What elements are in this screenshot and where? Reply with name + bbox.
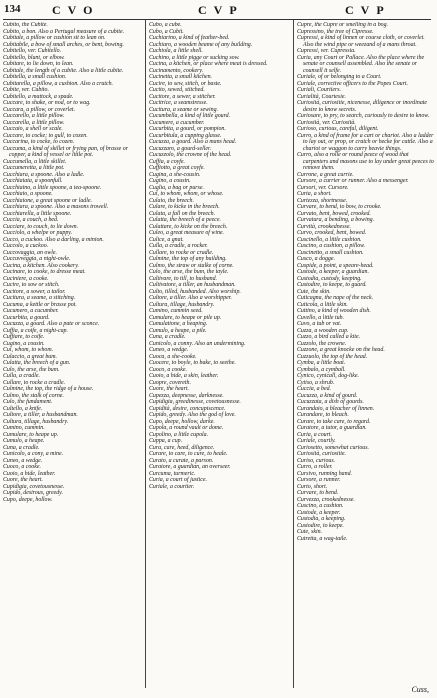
dictionary-entry: Cuore, the heart.	[149, 386, 190, 392]
dictionary-entry: Cuocere, to boyle, to bake, to seethe.	[149, 360, 236, 366]
dictionary-entry: Curvatura, a bending, a bowing.	[297, 217, 375, 223]
dictionary-column-1	[3, 22, 142, 687]
dictionary-entry: Cumulo, a heape.	[3, 438, 45, 444]
dictionary-entry: Cuccara, a pillow, or coverlet.	[3, 106, 76, 113]
dictionary-entry: Cuvello, a little tub.	[297, 314, 344, 321]
dictionary-entry: Cucchiara, a spoone. Also a ladle.	[3, 171, 85, 178]
dictionary-entry: Cursori, ver. Cursore.	[297, 184, 349, 191]
dictionary-entry: Curiali, Courtiers.	[297, 87, 342, 93]
dictionary-entry: Curia, a court of justice.	[149, 477, 207, 483]
dictionary-entry: Culo, the fundament.	[3, 399, 53, 405]
dictionary-entry: Curro, a roller.	[297, 464, 333, 470]
column-headword-1: CVO	[52, 3, 100, 17]
dictionary-entry: Cullare, to rocke or cradle.	[149, 249, 214, 256]
dictionary-entry: Cuvo, a tub or vat.	[297, 321, 342, 327]
dictionary-entry: Cuccarella, a little pillow.	[3, 119, 65, 126]
dictionary-entry: Cymba, a little boat.	[297, 360, 346, 366]
dictionary-entry: Curiale, of or belonging to a Court.	[297, 74, 382, 80]
dictionary-entry: Cunicolo, a cony, a mine.	[3, 451, 64, 457]
dictionary-entry: Curta, a short.	[297, 191, 332, 197]
dictionary-entry: Cursore, a currier or runner. Also a messenger.	[297, 178, 409, 184]
column-headword-2: CVP	[198, 3, 244, 17]
dictionary-entry: Cupolino, a little cupola.	[149, 431, 209, 438]
dictionary-entry: Custodia, a keeping.	[297, 516, 346, 522]
dictionary-entry: Cubo, a cube.	[149, 22, 182, 28]
dictionary-entry: Culto, tilled, husbanded. Also worship.	[149, 288, 241, 295]
dictionary-entry: Curto, short.	[297, 483, 328, 490]
header-rule	[3, 19, 431, 20]
dictionary-entry: Curro, a kind of frame for a cart or chariot. Also a ladder to lay out, or prop, or cratch or hecke for cattle. Also a chariot or waggon to carry heavie things.	[297, 132, 434, 152]
dictionary-entry: Culeo, a great measure of wine.	[149, 230, 224, 236]
dictionary-column-3	[297, 22, 434, 687]
dictionary-entry: Cucuzzata, a dish of gourds.	[297, 399, 364, 405]
dictionary-entry: Curvità, crookednesse.	[297, 223, 351, 230]
dictionary-entry: Cupre, the Cupre or smelling in a bog.	[297, 22, 389, 28]
dictionary-entry: Cucumero, a cucumber.	[3, 308, 59, 314]
dictionary-entry: Cuccuma, a kind of skillet or frying pan, of brasse or copper, a kind of vessel or little pot.	[3, 145, 129, 158]
dictionary-entry: Cuccuvveggia, a night-owle.	[3, 256, 71, 262]
dictionary-entry: Cuscino, a cushion.	[297, 503, 344, 509]
dictionary-entry: Cumino, cummin.	[3, 425, 45, 431]
dictionary-entry: Cuzza, a wooden cup.	[297, 327, 349, 334]
dictionary-entry: Cucuzzolo, the crowne of the head.	[149, 152, 232, 158]
dictionary-entry: Cuppa, a cup.	[149, 438, 183, 444]
dictionary-entry: Cuoco, a cooke.	[149, 366, 187, 373]
dictionary-entry: Cynico, cynicall, dog-like.	[297, 373, 359, 379]
dictionary-entry: Cugino, a cousin.	[149, 178, 191, 184]
dictionary-entry: Cucchiaiata, a spoonfull.	[3, 178, 63, 184]
dictionary-entry: Culmo, the straw or stalke of corne.	[149, 262, 234, 269]
dictionary-entry: Cucuzza, a gourd. Also a pate or sconce.	[3, 321, 100, 327]
dictionary-entry: Cuciniere, a cooke.	[3, 275, 49, 282]
dictionary-entry: Cucina, a kitchen. Also cookery.	[3, 262, 79, 269]
dictionary-entry: Cultore, a tiller, a husbandman.	[3, 412, 78, 418]
dictionary-entry: Cubo, a Cubit.	[149, 28, 184, 35]
dictionary-entry: Cymbalo, a cymball.	[297, 366, 346, 373]
dictionary-entry: Cunicolo, a conny. Also an undermining.	[149, 340, 246, 347]
dictionary-entry: Cubitale, the length of a cubite. Also a little cubite.	[3, 67, 124, 74]
dictionary-entry: Cuccia, a bed.	[297, 386, 332, 392]
dictionary-entry: Cucurbita, a gourd.	[3, 314, 50, 321]
dictionary-entry: Cuopre, covereth.	[149, 379, 191, 386]
dictionary-entry: Cugina, a she-cousin.	[149, 171, 201, 178]
dictionary-entry: Curare, to care, to cure, to heale.	[149, 451, 228, 457]
dictionary-entry: Curandaio, a bleacher of linnen.	[297, 405, 375, 412]
column-headword-3: CVP	[345, 3, 391, 17]
dictionary-entry: Curatore, a tutor, a guardian.	[297, 425, 367, 431]
page-number: 134	[4, 3, 21, 15]
dictionary-entry: Curiosità, curiositie, nicenesse, diligence or inordinate desire to know secrets.	[297, 100, 428, 113]
dictionary-entry: Cuticagna, the nape of the neck.	[297, 295, 374, 301]
dictionary-entry: Curtezza, shortnesse.	[297, 197, 348, 204]
dictionary-entry: Cui, to whom, whom, or whose.	[149, 191, 224, 197]
dictionary-entry: Curialità, Courtesie.	[297, 93, 346, 100]
dictionary-entry: Culo, the arse, the bum.	[3, 366, 60, 373]
dictionary-entry: Cucuzza, a gourd. Also a mans head.	[149, 139, 237, 145]
dictionary-entry: Cursore, a runner.	[297, 477, 341, 483]
dictionary-entry: Curvare, to bend, to bow, to crooke.	[297, 204, 382, 210]
dictionary-entry: Cubitarella, a pillow, a cushion. Also a crutch.	[3, 80, 114, 87]
dictionary-entry: Curandare, to bleach.	[297, 412, 349, 418]
dictionary-entry: Curiale, corrective officers to the Popes Court.	[297, 80, 409, 87]
dictionary-entry: Currone, a great currie.	[297, 171, 354, 178]
dictionary-entry: Cuzzo, a bird called a kite.	[297, 334, 361, 340]
dictionary-entry: Cupressi, ver. Cupressia.	[297, 48, 356, 54]
dictionary-entry: Cupido, desirous, greedy.	[3, 490, 63, 496]
dictionary-entry: Culaio, the breech.	[149, 197, 194, 204]
dictionary-entry: Cuccumeretta, a little pot.	[3, 165, 65, 171]
dictionary-entry: Cupidigia, greedinesse, covetousnesse.	[149, 399, 241, 405]
dictionary-entry: Cuffia, a coyfe.	[149, 158, 185, 165]
dictionary-entry: Cuscinetto, a small cushion.	[297, 249, 364, 256]
dictionary-entry: Cuglia, a bag or purse.	[149, 184, 204, 191]
dictionary-entry: Curare, to take care, to regard.	[297, 418, 371, 425]
dictionary-entry: Cui, whom, to whom.	[3, 347, 54, 353]
dictionary-entry: Cuore, the heart.	[3, 477, 44, 483]
dictionary-entry: Cupo, deepe, hollow.	[3, 496, 53, 503]
dictionary-entry: Culice, a gnat.	[149, 236, 184, 243]
dictionary-entry: Cucurbitula, a cupping glasse.	[149, 132, 222, 139]
dictionary-entry: Cuccarina, to cocke, to cozen.	[3, 139, 75, 145]
dictionary-entry: Culmine, the top, the ridge of a house.	[3, 386, 94, 392]
dictionary-entry: Curiosare, to pry, to search, curiously to desire to know.	[297, 113, 430, 119]
dictionary-entry: Curro, also a rolle or round peece of wood that carpenters and masons use to lay under great peeces to remove them.	[297, 152, 434, 171]
dictionary-entry: Cubitale, a pillow or cushion sit to lean on.	[3, 35, 106, 41]
dictionary-entry: Custode, a keeper.	[297, 509, 341, 516]
dictionary-entry: Cumulare, to heape or pile up.	[149, 314, 222, 321]
column-divider	[145, 20, 146, 688]
dictionary-entry: Cucinamento, cookery.	[149, 67, 204, 74]
dictionary-entry: Cucire, to sew, stitch, or baste.	[149, 80, 222, 87]
dictionary-entry: Cuzzolo, the crowne.	[297, 340, 347, 347]
dictionary-entry: Cubito, a bon. Also a Pertugal measure of a cubite.	[3, 28, 125, 35]
dictionary-entry: Cubitello, ver. Cubitello.	[3, 48, 62, 54]
dictionary-entry: Cucitrice, a seamstresse.	[149, 100, 208, 106]
dictionary-entry: Cumulo, a heape, a pile.	[149, 327, 207, 334]
dictionary-entry: Cullare, to rocke a cradle.	[3, 379, 66, 386]
dictionary-entry: Cuffiotto, a great coyfe.	[149, 165, 205, 171]
dictionary-entry: Cuchiola, a little shell.	[149, 48, 203, 54]
dictionary-entry: Cucinare, to cooke, to dresse meat.	[3, 269, 86, 275]
dictionary-entry: Cucchiara, a spoone. Also a masons trowell.	[3, 204, 109, 210]
dictionary-entry: Culatta, the breech of a peece.	[149, 217, 221, 223]
dictionary-entry: Culare, to kicke in the breech.	[149, 204, 220, 210]
dictionary-entry: Cucuzza, a kind of gourd.	[297, 392, 358, 399]
dictionary-entry: Curato, a curate, a parson.	[149, 457, 214, 464]
dictionary-entry: Cupido, greedy. Also the god of love.	[149, 412, 236, 418]
dictionary-entry: Cuscino, a cushion, a pillow.	[297, 243, 366, 249]
dictionary-entry: Cucitore, a sewer, a stitcher.	[149, 93, 216, 100]
page-header	[0, 3, 437, 17]
dictionary-entry: Cupezza, deepnesse, darknesse.	[149, 392, 224, 399]
dictionary-entry: Cuccumella, a little skillet.	[3, 158, 67, 165]
dictionary-entry: Cytiso, a shrub.	[297, 379, 335, 386]
dictionary-entry: Cucchiaino, a little spoone, a tea-spoone.	[3, 184, 102, 191]
dictionary-entry: Cuccia, a couch, a bed.	[3, 217, 59, 223]
dictionary-entry: Cuffia, a coife, a night-cap.	[3, 327, 68, 334]
dictionary-entry: Custode, a keeper, a guardian.	[297, 269, 369, 275]
dictionary-entry: Cubitello, blunt, or elbow.	[3, 54, 65, 61]
dictionary-entry: Cultore, a tiller. Also a worshipper.	[149, 295, 232, 301]
dictionary-entry: Cuccare, to shake, or nod, or to wag.	[3, 100, 91, 106]
dictionary-entry: Cucitura, a seame or sewing.	[149, 106, 219, 113]
dictionary-entry: Cuffiare, to coife.	[3, 334, 45, 340]
dictionary-entry: Cuccare, to cocke; to gull, to cozen.	[3, 132, 88, 139]
column-divider	[293, 20, 294, 688]
dictionary-entry: Cura, care, heed, diligence.	[149, 444, 215, 451]
dictionary-entry: Cultura, tillage, husbandry.	[149, 301, 215, 308]
dictionary-entry: Cubitella, a small cushion.	[3, 74, 67, 80]
dictionary-column-2	[149, 22, 290, 687]
dictionary-entry: Custodia, custody, keeping.	[297, 275, 362, 282]
dictionary-entry: Curiosità, curiositie.	[297, 451, 346, 457]
dictionary-entry: Cuneo, a wedge.	[149, 347, 189, 353]
dictionary-entry: Cultello, a knife.	[3, 405, 43, 412]
dictionary-entry: Cuttino, a kind of wooden dish.	[297, 308, 371, 314]
dictionary-entry: Cucchiaio, a spoone.	[3, 191, 53, 197]
dictionary-entry: Cubitare, to lie down, to lean.	[3, 61, 74, 67]
dictionary-entry: Cultivatore, a tiller, an husbandman.	[149, 282, 236, 288]
dictionary-entry: Cuscinello, a little cushion.	[297, 236, 362, 243]
dictionary-entry: Cultivare, to till, to husband.	[149, 275, 218, 282]
dictionary-entry: Cute, skin.	[297, 529, 323, 535]
dictionary-entry: Cuna, a cradle.	[3, 444, 40, 451]
dictionary-entry: Cucito, sewed, stitched.	[149, 87, 205, 93]
dictionary-entry: Cucuma, a kettle or brasse pot.	[3, 301, 77, 308]
dictionary-entry: Cuccarello, a little pillow.	[3, 113, 65, 119]
dictionary-entry: Cupo, deepe, hollow, darke.	[149, 418, 215, 425]
dictionary-entry: Cubite, ver. Cubito.	[3, 87, 49, 93]
dictionary-entry: Curiale, courtly.	[297, 438, 336, 444]
dictionary-entry: Cupressino, the tree of Cipresse.	[297, 28, 374, 35]
dictionary-entry: Cupidigia, covetousnesse.	[3, 483, 65, 490]
dictionary-entry: Cutretta, a wag-taile.	[297, 535, 348, 542]
dictionary-entry: Curiosità, ver. Curiosità.	[297, 119, 356, 126]
dictionary-entry: Cubitabile, a bow of small arches, or bent, bowing.	[3, 41, 124, 48]
dictionary-entry: Cubito, the Cubite.	[3, 22, 48, 28]
dictionary-entry: Cucchiarella, a little spoone.	[3, 210, 72, 217]
dictionary-entry: Custodire, to keepe, to guard.	[297, 282, 367, 288]
dictionary-entry: Curia, a court.	[297, 431, 333, 438]
dictionary-entry: Cuzzone, a great knocke on the head.	[297, 347, 385, 353]
dictionary-entry: Culattare, to kicke on the breech.	[149, 223, 228, 230]
dictionary-entry: Cupressi, a kind of linnen or course cloth, or coverlet. Also the wind pipe or weezand of a mans throat.	[297, 35, 425, 48]
dictionary-entry: Curiso, curious.	[297, 457, 336, 464]
dictionary-entry: Cumino, cummin seed.	[149, 308, 203, 314]
dictionary-entry: Curioso, curious, careful, diligent.	[297, 126, 379, 132]
dictionary-entry: Custodire, to keepe.	[297, 522, 344, 529]
dictionary-entry: Cucchiaione, a great spoone or ladle.	[3, 197, 92, 204]
dictionary-entry: Cursivo, running hand.	[297, 470, 352, 477]
dictionary-entry: Culatta, the breech of a gun.	[3, 360, 71, 366]
dictionary-entry: Cucurbita, a gourd, or pompion.	[149, 126, 226, 132]
dictionary-entry: Cultura, tillage, husbandry.	[3, 418, 69, 425]
catchword: Cuss,	[411, 685, 429, 694]
dictionary-entry: Cuccovaggia, an owle.	[3, 249, 57, 256]
dictionary-entry: Cubitello, a mattock, a spade.	[3, 93, 74, 100]
dictionary-entry: Cucumere, a cucumber.	[149, 119, 205, 126]
dictionary-entry: Cumulare, to heape up.	[3, 431, 59, 438]
dictionary-entry: Curcuma, turmeric.	[149, 470, 196, 477]
dictionary-entry: Cuccaio, a shell or scale.	[3, 126, 63, 132]
dictionary-entry: Curatore, a guardian, an overseer.	[149, 464, 231, 470]
dictionary-entry: Culmo, the stalk of corne.	[3, 392, 64, 399]
dictionary-entry: Cucitura, a seame, a stitching.	[3, 295, 76, 301]
dictionary-entry: Culmine, the top of any building.	[149, 256, 227, 262]
dictionary-entry: Cuoio, a hide, leather.	[3, 470, 56, 477]
dictionary-entry: Cucina, a kitchen, or place where meat is dressed.	[149, 61, 268, 67]
dictionary-entry: Cuchino, a little pigge or sucking sow.	[149, 54, 240, 61]
dictionary-entry: Curvo, crooked, bent, bowed.	[297, 230, 367, 236]
dictionary-entry: Cuoco, a cooke.	[3, 464, 41, 470]
dictionary-entry: Cucciare, to couch, to lie down.	[3, 223, 79, 230]
dictionary-entry: Culla, a cradle.	[3, 373, 40, 379]
dictionary-entry: Cucumbella, a kind of little gourd.	[149, 113, 231, 119]
dictionary-entry: Cucinetta, a small kitchen.	[149, 74, 212, 80]
dictionary-entry: Cuticola, a little skin.	[297, 301, 348, 308]
dictionary-entry: Culla, a cradle, a rocker.	[149, 243, 208, 249]
dictionary-entry: Cuspide, a point, a speare-head.	[297, 262, 374, 269]
dictionary-entry: Cucitore, a sower, a tailor.	[3, 288, 66, 295]
dictionary-entry: Cumulatione, a heaping.	[149, 321, 208, 327]
dictionary-entry: Cucciolo, a whelpe or puppy.	[3, 230, 73, 236]
dictionary-entry: Culaccio, a great bum.	[3, 353, 57, 360]
dictionary-entry: Cucco, a cuckoo. Also a darling, a minion.	[3, 236, 104, 243]
dictionary-entry: Cucire, to sow or stitch.	[3, 282, 60, 288]
dictionary-entry: Cuoio, a hide, a skin, leather.	[149, 373, 219, 379]
dictionary-entry: Cuoca, a she-cooke.	[149, 353, 197, 360]
dictionary-entry: Curvare, to bend.	[297, 490, 339, 496]
dictionary-entry: Cusco, a dogge.	[297, 256, 335, 262]
dictionary-entry: Cupola, a round vault or dome.	[149, 425, 224, 431]
dictionary-entry: Curvato, bent, bowed, crooked.	[297, 210, 371, 217]
dictionary-entry: Curia, any Court or Pallace. Also the place where the senate or counsell assembled. Also the senate or counsell it selfe.	[297, 54, 425, 74]
dictionary-entry: Cuneo, a wedge.	[3, 457, 43, 464]
dictionary-entry: Culo, the arse, the bum, the tayle.	[149, 269, 229, 275]
dictionary-entry: Cute, the skin.	[297, 288, 331, 295]
dictionary-entry: Curiale, a courtier.	[149, 483, 195, 490]
dictionary-entry: Cuccolo, a cuckoo.	[3, 243, 49, 249]
dictionary-entry: Cugino, a cousin.	[3, 340, 45, 347]
dictionary-entry: Cuchiarino, a kind of feather-bed.	[149, 35, 230, 41]
dictionary-entry: Cucuzzaro, a gourd-seller.	[149, 145, 212, 152]
dictionary-entry: Curiosetto, somewhat curious.	[297, 444, 369, 451]
dictionary-entry: Cupidità, desire, concupiscence.	[149, 405, 226, 412]
dictionary-entry: Cuna, a cradle.	[149, 334, 186, 340]
dictionary-entry: Culata, a fall on the breech.	[149, 210, 216, 217]
dictionary-entry: Cuzzuolo, the top of the head.	[297, 353, 368, 360]
dictionary-entry: Curvezza, crookednesse.	[297, 496, 355, 503]
dictionary-entry: Cuchiaro, a wooden beame of any building.	[149, 41, 253, 48]
